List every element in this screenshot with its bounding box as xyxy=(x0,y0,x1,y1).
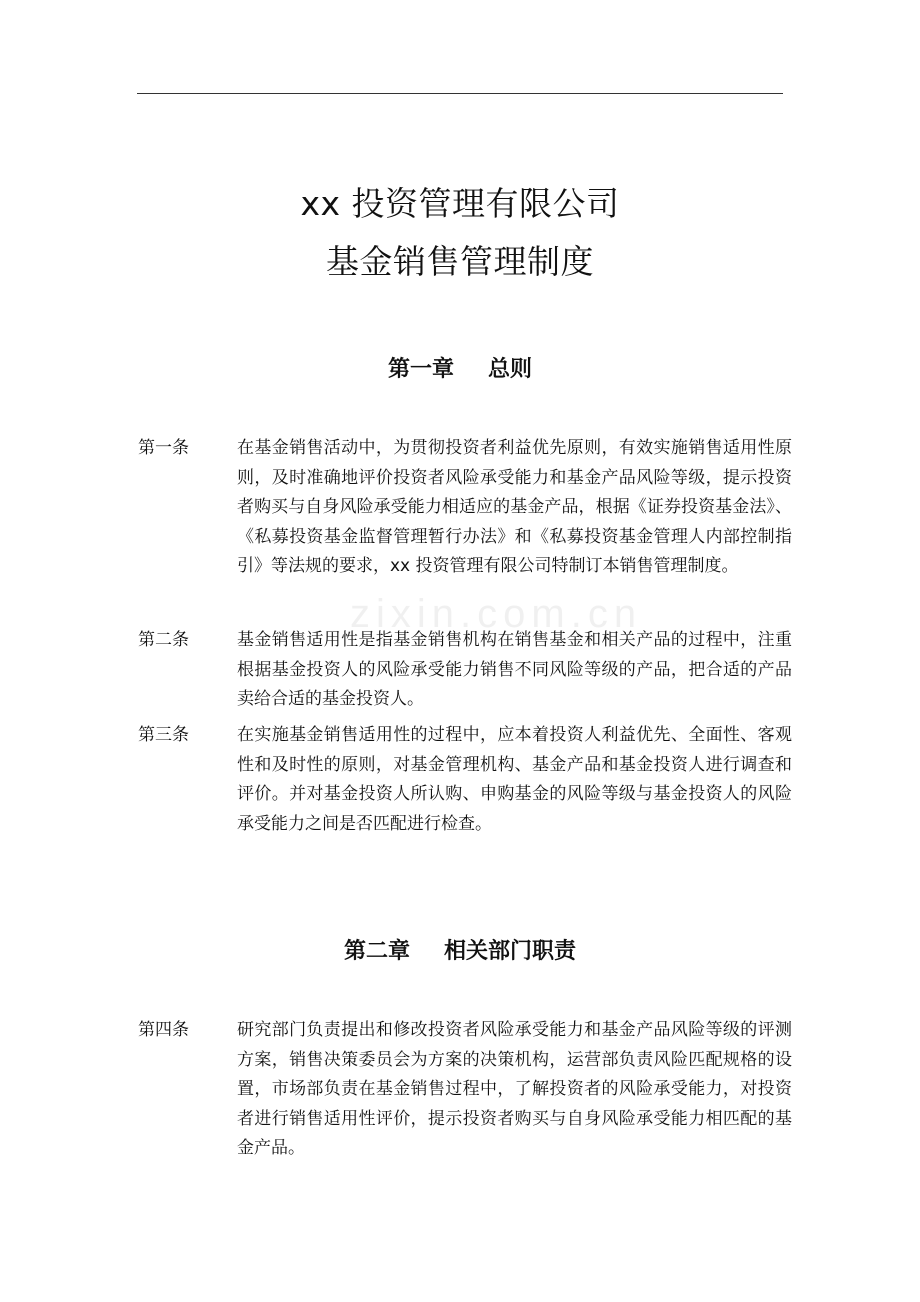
company-name-title: xx 投资管理有限公司 xyxy=(300,184,620,223)
chapter-number: 第二章 xyxy=(343,939,410,964)
article-text: 研究部门负责提出和修改投资者风险承受能力和基金产品风险等级的评测方案，销售决策委员会为方案的决策机构，运营部负责风险匹配规格的设置，市场部负责在基金销售过程中，了解投资者的风险承受能力，对投资者进行销售适用性评价，提示投资者购买与自身风险承受能力相匹配的基金产品。 xyxy=(237,1020,792,1159)
article-label: 第四条 xyxy=(138,1020,189,1040)
chapter-title: 总则 xyxy=(488,357,533,382)
article-text: 在实施基金销售适用性的过程中，应本着投资人利益优先、全面性、客观性和及时性的原则，对基金管理机构、基金产品和基金投资人进行调查和评价。并对基金投资人所认购、申购基金的风险等级与基金投资人的风险承受能力之间是否匹配进行检查。 xyxy=(237,725,792,834)
article-text: 基金销售适用性是指基金销售机构在销售基金和相关产品的过程中，注重根据基金投资人的风险承受能力销售不同风险等级的产品，把合适的产品卖给合适的基金投资人。 xyxy=(237,630,792,710)
watermark: zixin.com.cn xyxy=(350,592,643,636)
document-title: 基金销售管理制度 xyxy=(326,242,594,281)
chapter-heading-2 xyxy=(0,937,920,967)
article-label: 第二条 xyxy=(138,630,189,650)
article-text: 在基金销售活动中，为贯彻投资者利益优先原则，有效实施销售适用性原则，及时准确地评价投资者风险承受能力和基金产品风险等级，提示投资者购买与自身风险承受能力相适应的基金产品，根据《证券投资基金法》、《私募投资基金监督管理暂行办法》和《私募投资基金管理人内部控制指引》等法规的要求，xx 投资管理有限公司特制订本销售管理制度。 xyxy=(237,438,792,577)
article-label: 第三条 xyxy=(138,725,189,745)
chapter-number: 第一章 xyxy=(387,357,454,382)
chapter-heading-1 xyxy=(0,355,920,385)
header-rule xyxy=(137,93,783,94)
chapter-title: 相关部门职责 xyxy=(444,939,577,964)
article-label: 第一条 xyxy=(138,438,189,458)
